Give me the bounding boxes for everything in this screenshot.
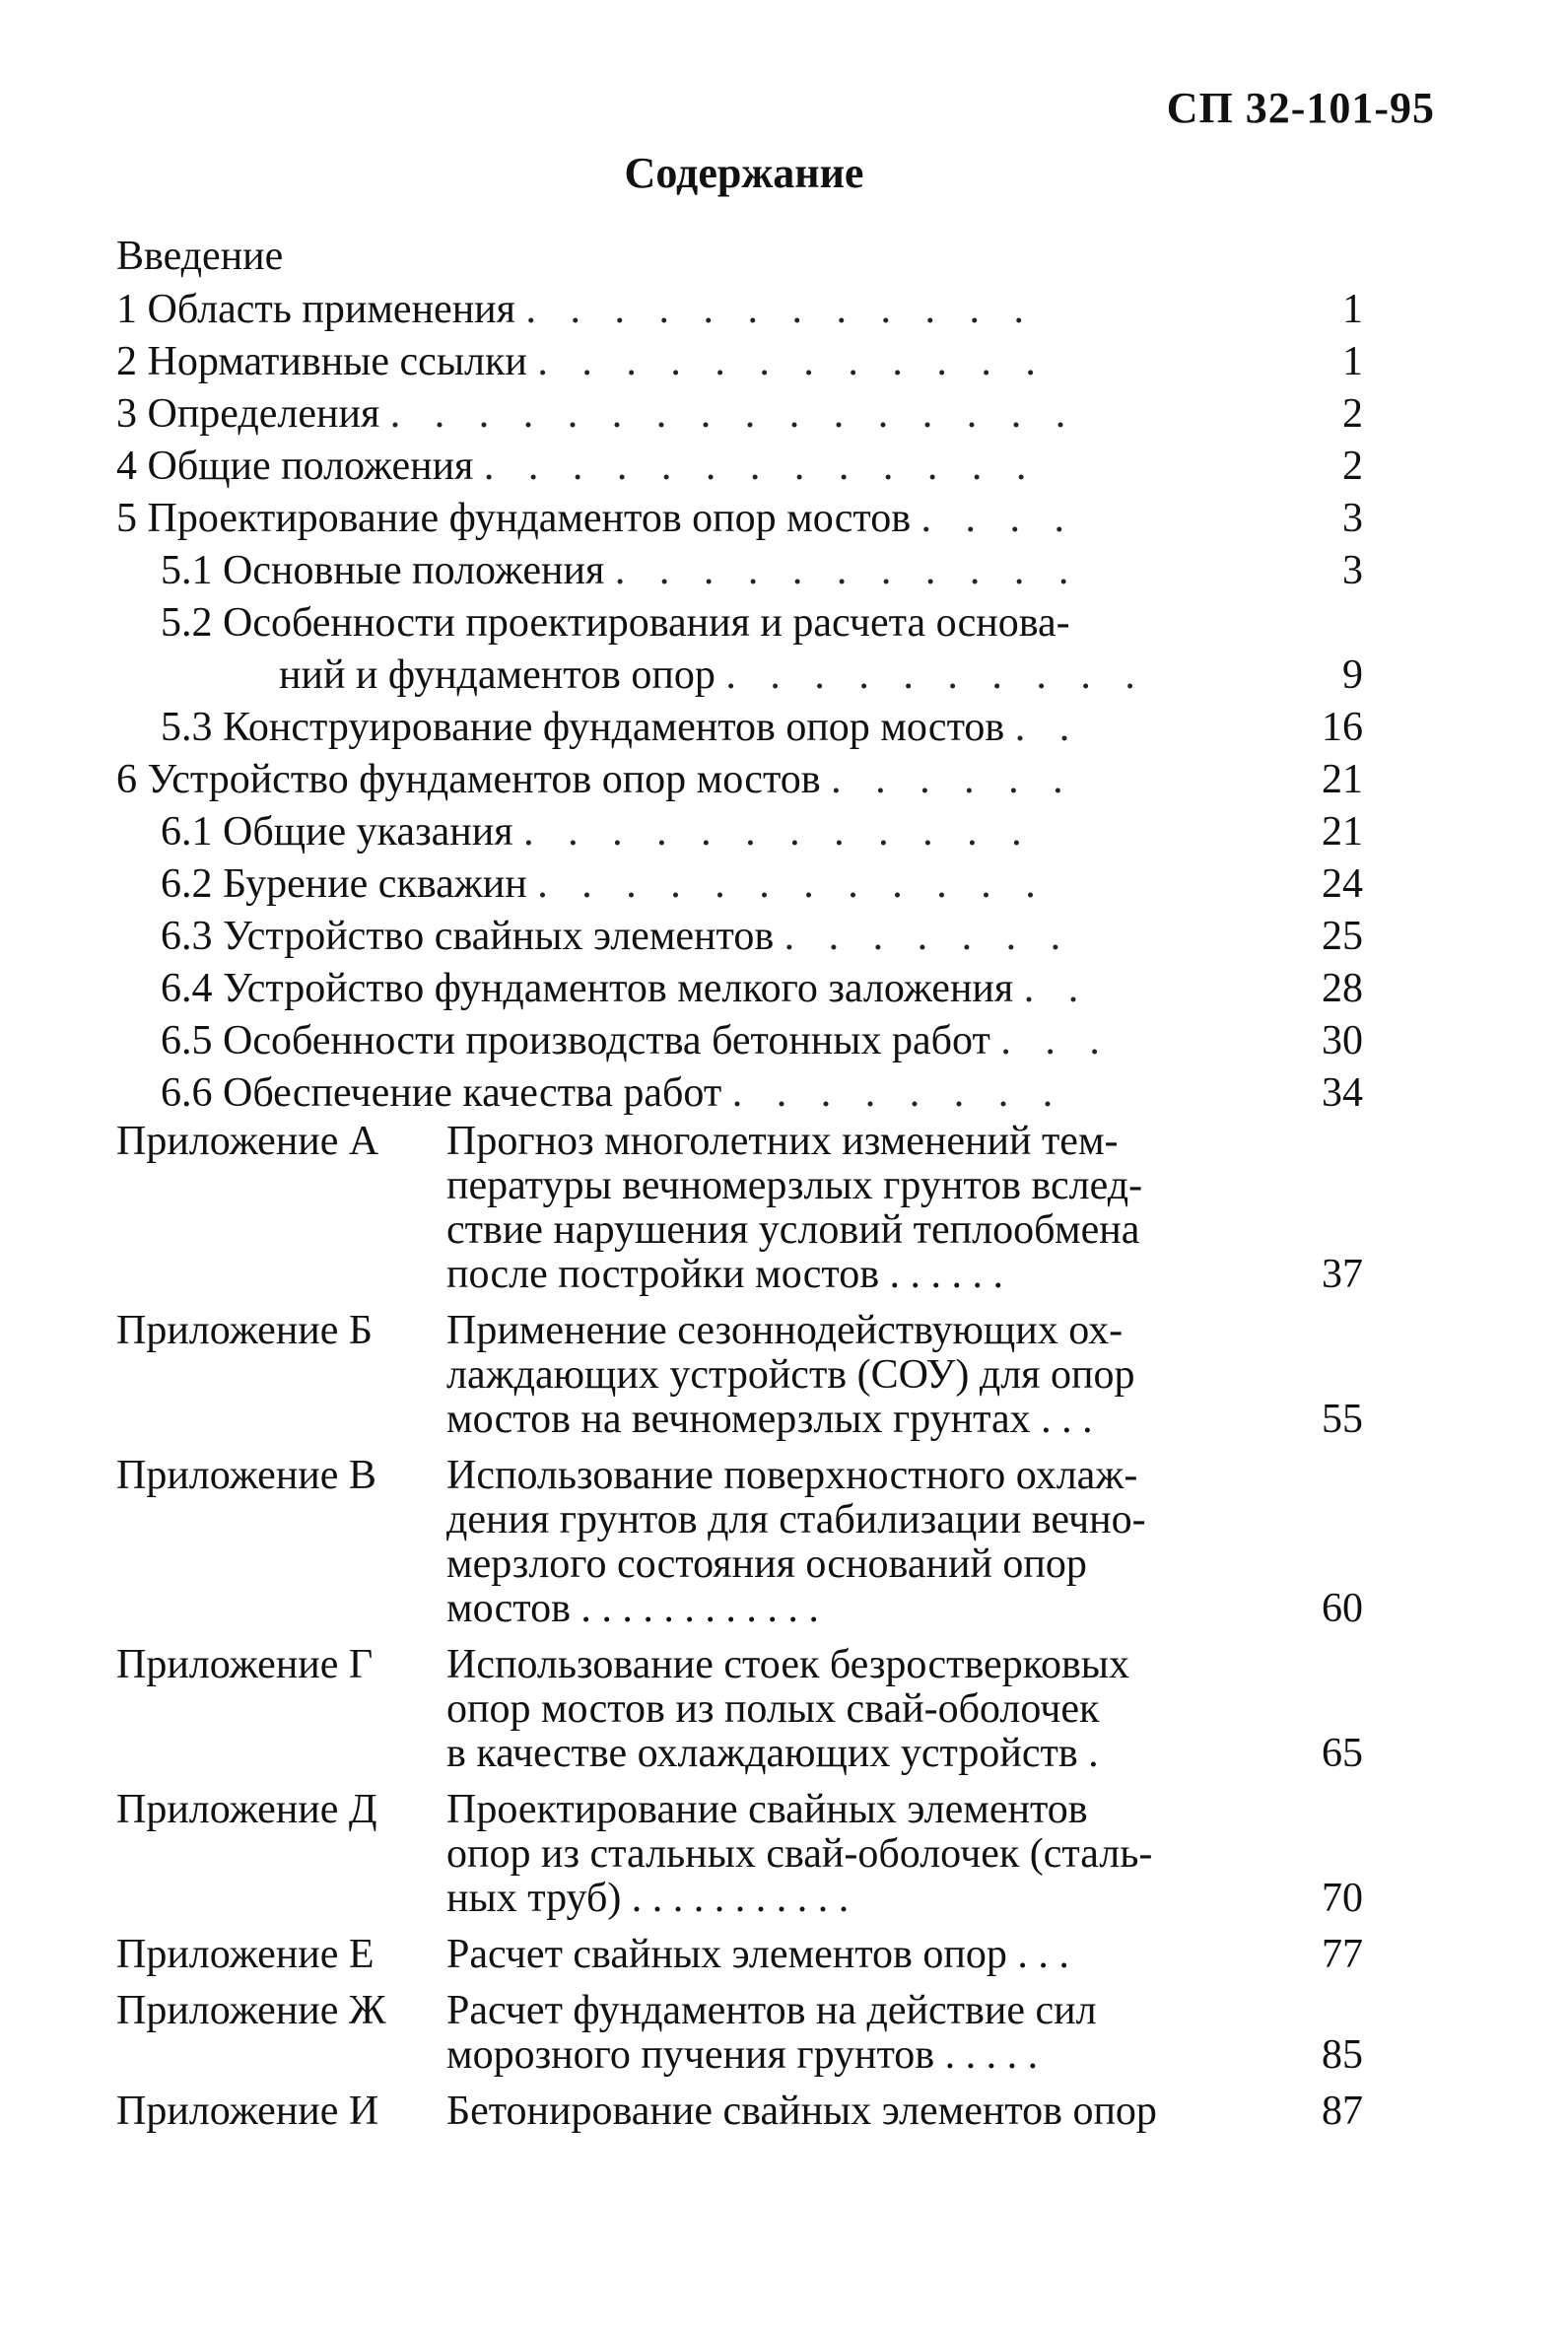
toc-entry-title: 6.4 Устройство фундаментов мелкого заложения [161,966,1014,1011]
toc-appendix [116,1989,1363,2078]
appendix-page: 60 [1322,1586,1363,1631]
appendix-label: Приложение В [116,1453,376,1498]
toc-entry [116,545,1363,597]
toc-entry-title: 6 Устройство фундаментов опор мостов [116,757,821,802]
toc-entry-leader: . . . [1000,1018,1112,1063]
appendix-title [446,1120,1255,1297]
toc-appendix [116,1309,1363,1442]
toc-entry [116,1015,1363,1067]
toc-entry-leader: . . . . . . . . . . . . [523,809,1034,855]
appendix-title [446,1643,1255,1776]
toc-entry [116,754,1363,806]
appendix-title-line: дения грунтов для стабилизации вечно- [446,1497,1146,1542]
appendix-title-line: мерзлого состояния оснований опор [446,1541,1087,1587]
appendix-title-line: Использование стоек безростверковых [446,1642,1130,1687]
toc-entry-title: 6.3 Устройство свайных элементов [161,914,775,959]
appendix-label: Приложение И [116,2089,379,2134]
appendix-title-line: ных труб) . . . . . . . . . . . [446,1876,850,1921]
toc-entry-leader: . . . . . . . . . . [725,652,1147,698]
toc-entry-page: 21 [1322,809,1363,855]
appendix-title-line: Расчет фундаментов на действие сил [446,1988,1097,2033]
toc-entry-leader: . . . . [920,496,1077,541]
toc-entry-title: ний и фундаментов опор [279,652,716,698]
toc-entry-page: 1 [1342,287,1363,332]
toc-entry-title: 5 Проектирование фундаментов опор мостов [116,496,912,541]
toc-appendix [116,1788,1363,1921]
toc-entry-title: 4 Общие положения [116,444,474,489]
appendix-title-line: пературы вечномерзлых грунтов вслед- [446,1163,1143,1208]
appendix-label: Приложение А [116,1119,379,1164]
appendix-label: Приложение Е [116,1932,375,1977]
toc-entry-page: 21 [1322,757,1363,802]
appendix-page: 55 [1322,1397,1363,1442]
toc-entry-leader: . . . . . . [831,757,1075,802]
appendix-label: Приложение Д [116,1787,377,1832]
appendix-title-line: лаждающих устройств (СОУ) для опор [446,1352,1135,1398]
toc-appendix [116,2089,1363,2134]
appendix-title-line: мостов . . . . . . . . . . . . [446,1586,819,1631]
appendix-title-line: опор мостов из полых свай-оболочек [446,1686,1100,1732]
toc-entry [116,493,1363,545]
toc-entry-leader: . . . . . . . . [731,1070,1065,1116]
toc-entry [116,963,1363,1015]
toc-entry-leader: . . . . . . . . . . . . [525,287,1036,332]
toc-entry [116,911,1363,963]
appendix-page: 77 [1322,1932,1363,1977]
toc-intro: Введение [116,234,284,279]
toc-entry-title: 1 Область применения [116,287,515,332]
toc-entry [116,336,1363,388]
toc-entry-title: 5.1 Основные положения [161,548,605,593]
toc-appendix [116,1454,1363,1631]
toc-entry-title: 6.5 Особенности производства бетонных работ [161,1018,990,1063]
toc-entry-page: 3 [1342,496,1363,541]
toc-entry-leader: . . . . . . . [784,914,1073,959]
toc-entry-leader: . . . . . . . . . . . [614,548,1081,593]
appendix-label: Приложение Б [116,1308,374,1353]
toc-entry [116,858,1363,911]
appendix-title [446,1933,1255,1977]
toc-appendix [116,1933,1363,1977]
toc-entry [116,441,1363,493]
appendix-page: 85 [1322,2032,1363,2078]
appendix-title-line: морозного пучения грунтов . . . . . [446,2032,1039,2078]
toc-entry-title: 3 Определения [116,391,380,437]
toc-entry-page: 3 [1342,548,1363,593]
appendix-title-line: Использование поверхностного охлаж- [446,1453,1138,1498]
appendix-page: 37 [1322,1252,1363,1297]
toc-entry-title: 6.2 Бурение скважин [161,861,527,907]
toc-entry-page: 1 [1342,339,1363,384]
toc-entry [116,702,1363,754]
toc-entry-leader: . . . . . . . . . . . . [537,339,1048,384]
toc-entry-page: 30 [1322,1018,1363,1063]
toc-entry [116,806,1363,858]
appendix-title-line: ствие нарушения условий теплообмена [446,1207,1140,1253]
appendix-label: Приложение Ж [116,1988,386,2033]
toc-entry [116,597,1363,650]
appendix-title [446,1989,1255,2078]
appendix-title [446,1788,1255,1921]
toc-entry-page: 16 [1322,705,1363,750]
toc-entry-leader: . . . . . . . . . . . . [537,861,1048,907]
appendix-title-line: Прогноз многолетних изменений тем- [446,1119,1119,1164]
toc-appendix [116,1120,1363,1297]
toc-entry [116,284,1363,336]
toc-entry-leader: . . . . . . . . . . . . . [483,444,1039,489]
toc-entry-page: 24 [1322,861,1363,907]
page-title: Содержание [624,149,864,197]
appendix-label: Приложение Г [116,1642,374,1687]
toc-entry-title: 6.1 Общие указания [161,809,513,855]
appendix-title-line: мостов на вечномерзлых грунтах . . . [446,1397,1093,1442]
appendix-title-line: Расчет свайных элементов опор . . . [446,1932,1069,1977]
toc-appendix [116,1643,1363,1776]
doc-code: СП 32-101-95 [1166,84,1435,132]
toc-entry-title: 2 Нормативные ссылки [116,339,527,384]
appendix-title-line: Применение сезоннодействующих ох- [446,1308,1124,1353]
appendix-title-line: Бетонирование свайных элементов опор [446,2089,1157,2134]
appendix-title [446,1454,1255,1631]
toc-entry-page: 9 [1342,652,1363,698]
appendix-title [446,1309,1255,1442]
toc-entry [116,650,1363,702]
toc-entry-leader: . . [1014,705,1082,750]
toc-entry-title: 5.3 Конструирование фундаментов опор мостов [161,705,1005,750]
toc-entry-title: 6.6 Обеспечение качества работ [161,1070,722,1116]
appendix-page: 65 [1322,1731,1363,1776]
appendix-page: 87 [1322,2089,1363,2134]
appendix-title [446,2089,1255,2134]
toc-entry [116,1067,1363,1120]
toc-entry-leader: . . . . . . . . . . . . . . . . [389,391,1078,437]
toc-entry-page: 2 [1342,391,1363,437]
appendix-title-line: в качестве охлаждающих устройств . [446,1731,1099,1776]
toc-entry [116,388,1363,441]
appendix-title-line: Проектирование свайных элементов [446,1787,1088,1832]
toc-entry-page: 2 [1342,444,1363,489]
toc-entry-page: 34 [1322,1070,1363,1116]
appendix-title-line: после постройки мостов . . . . . . [446,1252,1004,1297]
table-of-contents [116,229,1363,2146]
appendix-page: 70 [1322,1876,1363,1921]
toc-entry-leader: . . [1023,966,1091,1011]
appendix-title-line: опор из стальных свай-оболочек (сталь- [446,1831,1153,1877]
toc-entry-page: 28 [1322,966,1363,1011]
toc-entry-page: 25 [1322,914,1363,959]
toc-entry-title: 5.2 Особенности проектирования и расчета основа- [161,600,1070,646]
